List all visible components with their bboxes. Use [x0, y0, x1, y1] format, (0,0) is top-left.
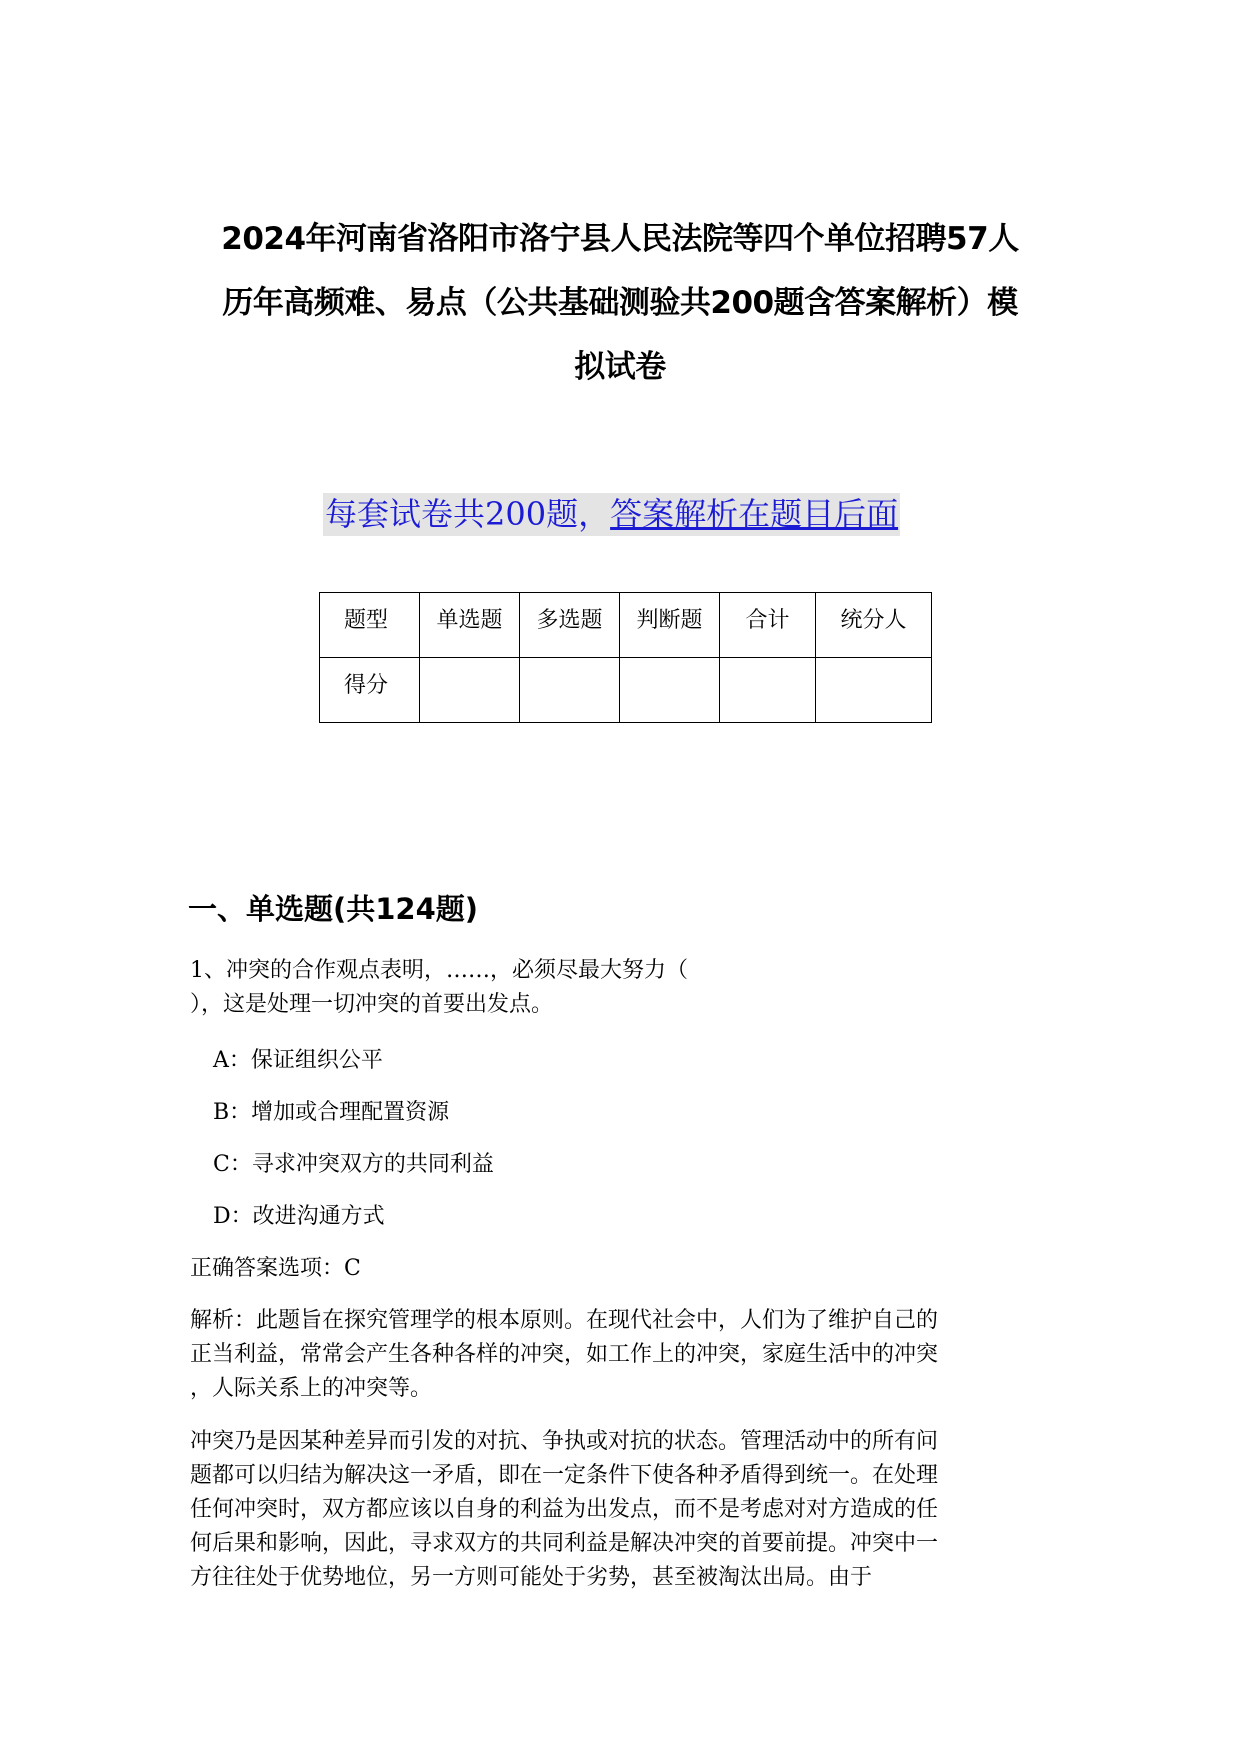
title-line-1: 2024年河南省洛阳市洛宁县人民法院等四个单位招聘57人 [221, 221, 1019, 257]
analysis-line: 何后果和影响，因此，寻求双方的共同利益是解决冲突的首要前提。冲突中一 [190, 1531, 939, 1556]
analysis-line: 冲突乃是因某种差异而引发的对抗、争执或对抗的状态。管理活动中的所有问 [190, 1429, 939, 1454]
score-cell[interactable] [816, 658, 932, 723]
score-row-label: 得分 [320, 658, 420, 723]
score-header-scorer: 统分人 [816, 593, 932, 658]
correct-answer: 正确答案选项：C [190, 1256, 361, 1281]
score-cell[interactable] [620, 658, 720, 723]
score-header-single: 单选题 [420, 593, 520, 658]
score-header-multi: 多选题 [520, 593, 620, 658]
score-header-judge: 判断题 [620, 593, 720, 658]
score-cell[interactable] [520, 658, 620, 723]
score-table-header-row [320, 593, 932, 658]
analysis-line: 正当利益，常常会产生各种各样的冲突，如工作上的冲突，家庭生活中的冲突 [190, 1342, 939, 1367]
analysis-line: 任何冲突时，双方都应该以自身的利益为出发点，而不是考虑对对方造成的任 [190, 1497, 939, 1522]
score-cell[interactable] [720, 658, 816, 723]
analysis-line: 方往往处于优势地位，另一方则可能处于劣势，甚至被淘汰出局。由于 [190, 1565, 873, 1590]
option-c: C：寻求冲突双方的共同利益 [213, 1152, 494, 1177]
question-stem-line-1: 1、冲突的合作观点表明，……，必须尽最大努力（ [190, 958, 688, 983]
score-cell[interactable] [420, 658, 520, 723]
score-header-type: 题型 [320, 593, 420, 658]
analysis-line: ，人际关系上的冲突等。 [190, 1376, 433, 1401]
analysis-line: 解析：此题旨在探究管理学的根本原则。在现代社会中，人们为了维护自己的 [190, 1308, 939, 1333]
question-stem-line-2: ），这是处理一切冲突的首要出发点。 [190, 992, 554, 1017]
notice-text: 每套试卷共200题， [325, 495, 611, 533]
score-header-total: 合计 [720, 593, 816, 658]
score-table-score-row [320, 658, 932, 723]
score-table [319, 592, 932, 723]
title-line-2: 历年高频难、易点（公共基础测验共200题含答案解析）模 [222, 285, 1018, 321]
analysis-line: 题都可以归结为解决这一矛盾，即在一定条件下使各种矛盾得到统一。在处理 [190, 1463, 939, 1488]
option-a: A：保证组织公平 [213, 1048, 383, 1073]
option-d: D：改进沟通方式 [213, 1204, 385, 1229]
section-heading: 一、单选题(共124题) [188, 892, 479, 926]
notice-link[interactable]: 答案解析在题目后面 [610, 495, 899, 533]
title-line-3: 拟试卷 [574, 349, 666, 385]
document-title [180, 207, 1060, 399]
notice-banner [323, 493, 900, 536]
option-b: B：增加或合理配置资源 [213, 1100, 450, 1125]
